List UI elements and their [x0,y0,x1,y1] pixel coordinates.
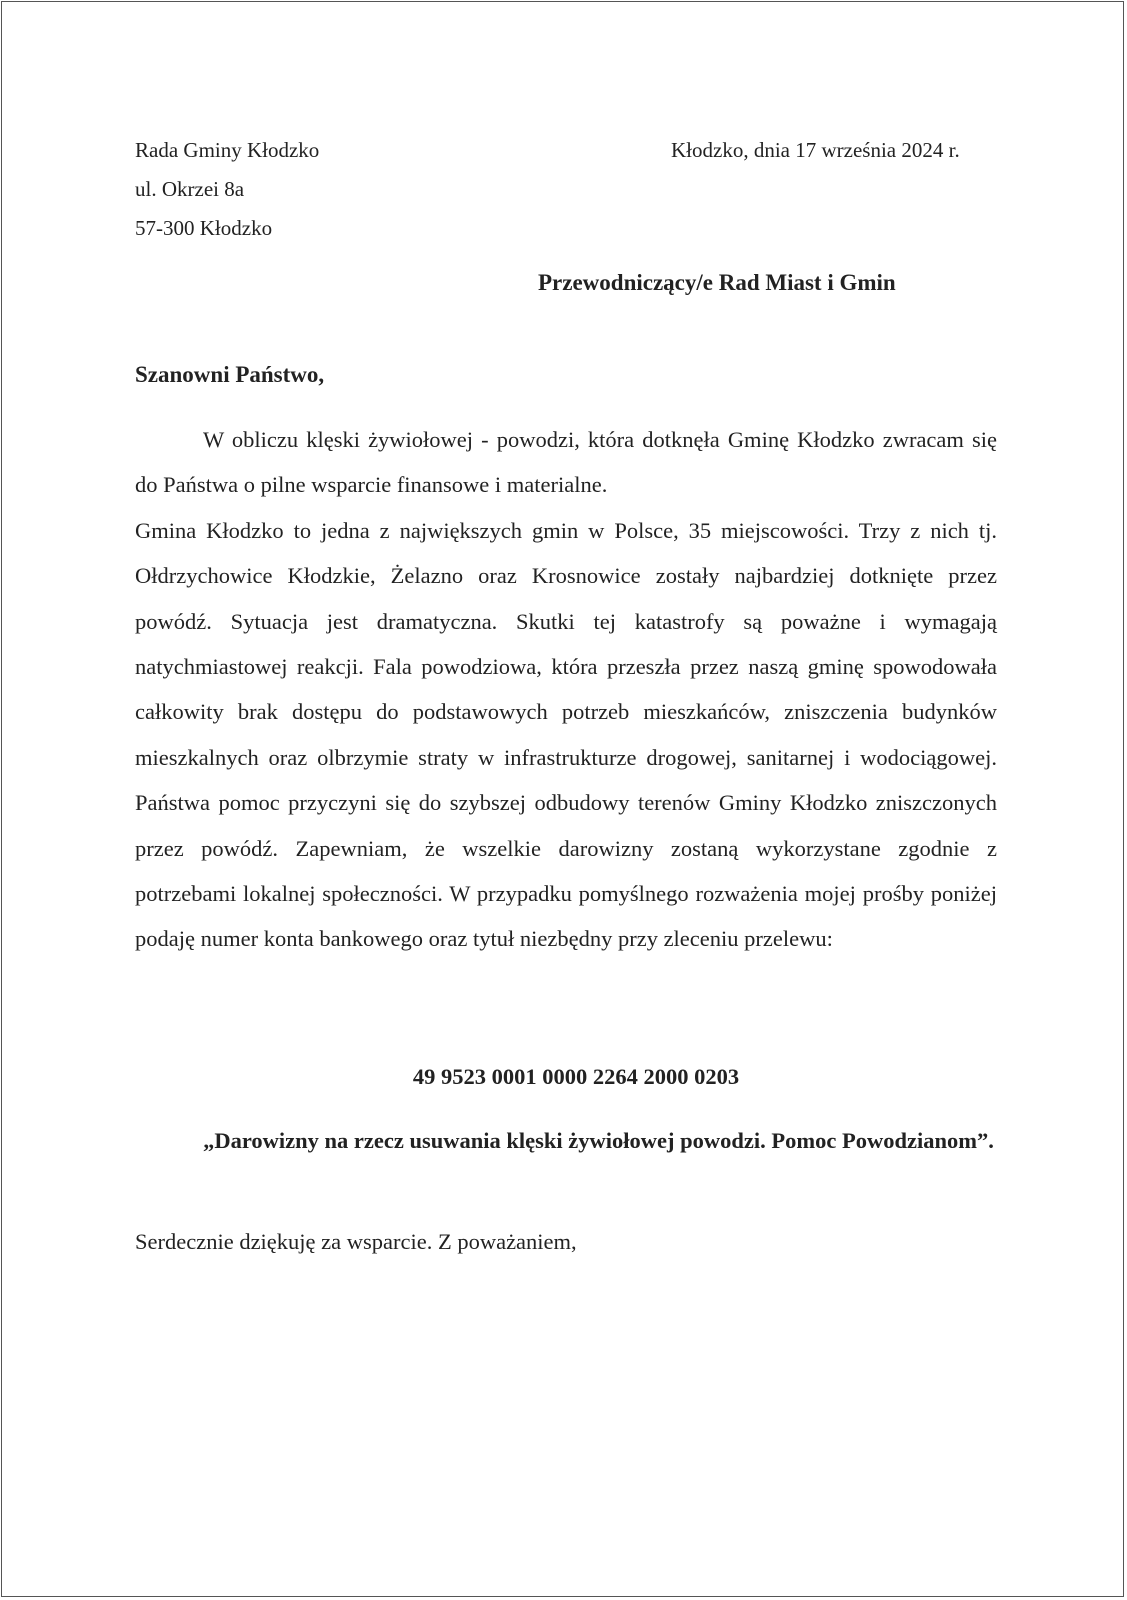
recipient: Przewodniczący/e Rad Miast i Gmin [538,270,896,295]
closing-line: Serdecznie dziękuję za wsparcie. Z poważaniem, [135,1229,577,1254]
sender-name: Rada Gminy Kłodzko [135,138,320,162]
letter-date: Kłodzko, dnia 17 września 2024 r. [671,138,960,162]
salutation: Szanowni Państwo, [135,362,325,387]
sender-address [135,131,319,248]
letter-body [135,417,997,962]
sender-city: 57-300 Kłodzko [135,216,273,240]
body-paragraph-2: Gmina Kłodzko to jedna z największych gmin w Polsce, 35 miejscowości. Trzy z nich tj. Ołdrzychowice Kłodzkie, Żelazno oraz Krosnowice zostały najbardziej dotknięte przez powódź. Sytuacja jest dramatyczna. Skutki tej katastrofy są poważne i wymagają natychmiastowej reakcji. Fala powodziowa, która przeszła przez naszą gminę spowodowała całkowity brak dostępu do podstawowych potrzeb mieszkańców, zniszczenia budynków mieszkalnych oraz olbrzymie straty w infrastrukturze drogowej, sanitarnej i wodociągowej. Państwa pomoc przyczyni się do szybszej odbudowy terenów Gminy Kłodzko zniszczonych przez powódź. Zapewniam, że wszelkie darowizny zostaną wykorzystane zgodnie z potrzebami lokalnej społeczności. W przypadku pomyślnego rozważenia mojej prośby poniżej podaję numer konta bankowego oraz tytuł niezbędny przy zleceniu przelewu: [135,517,997,952]
body-paragraph-1: W obliczu klęski żywiołowej - powodzi, która dotknęła Gminę Kłodzko zwracam się do Państwa o pilne wsparcie finansowe i materialne. [135,427,997,498]
transfer-title: „Darowizny na rzecz usuwania klęski żywiołowej powodzi. Pomoc Powodzianom”. [203,1128,994,1153]
sender-street: ul. Okrzei 8a [135,177,245,201]
bank-account-number: 49 9523 0001 0000 2264 2000 0203 [412,1064,740,1089]
